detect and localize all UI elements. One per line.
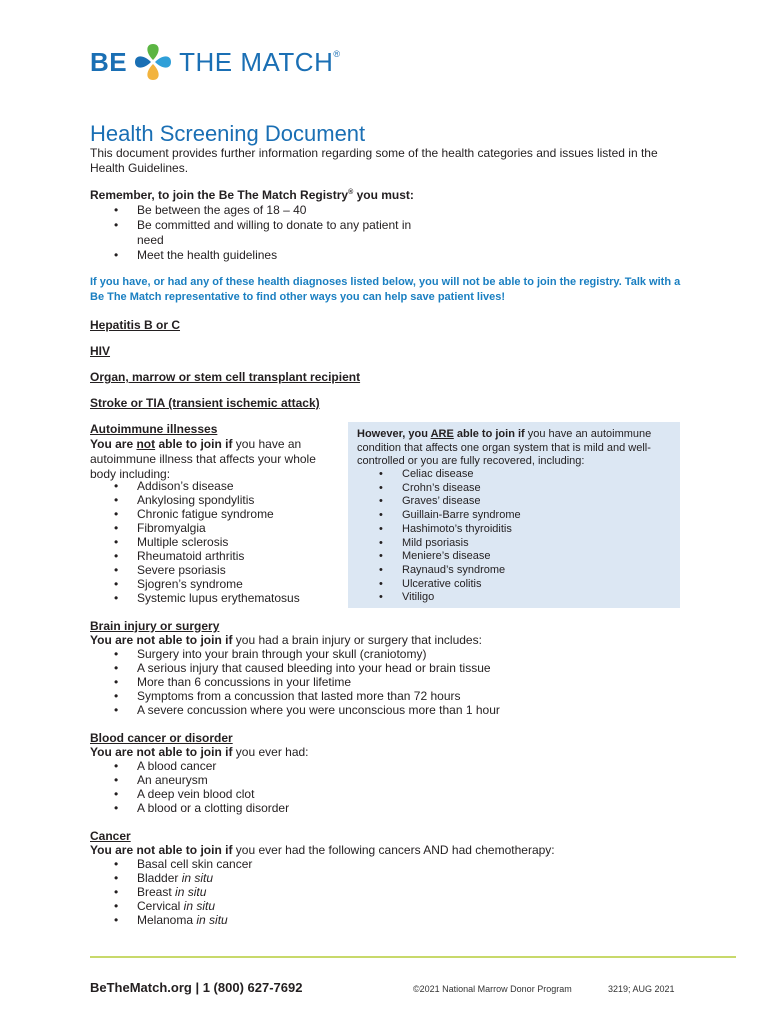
callout-description: However, you ARE able to join if you have an autoimmune condition that affects one organ system that is mild and well-controlled or you are fully recovered, including: [357,428,652,467]
heading-hepatitis: Hepatitis B or C [90,318,181,332]
list-item: • Basal cell skin cancer [92,857,252,871]
list-item: • Celiac disease [357,468,521,482]
list-item: • Sjogren’s syndrome [92,577,300,591]
warning-notice: If you have, or had any of these health diagnoses listed below, you will not be able to join the registry. Talk with a Be The Match representative to find other ways you can help save patient lives! [90,276,681,303]
cancer-description: You are not able to join if you ever had the following cancers AND had chemotherapy: [90,843,555,857]
footer-divider [90,956,736,958]
list-item: • More than 6 concussions in your lifetime [92,675,500,689]
list-item: • Crohn’s disease [357,482,521,496]
list-item: • A blood or a clotting disorder [92,801,289,815]
logo-flower-icon [133,42,173,82]
list-item: • Severe psoriasis [92,563,300,577]
heading-stroke: Stroke or TIA (transient ischemic attack) [90,396,320,410]
logo-the-match-text: THE MATCH [179,46,334,77]
list-item: • Hashimoto’s thyroiditis [357,523,521,537]
list-item: • An aneurysm [92,773,289,787]
logo-be-text: BE [90,46,128,77]
logo-registered-mark: ® [333,49,340,59]
list-item: • A blood cancer [92,759,289,773]
autoimmune-description: You are not able to join if you have an autoimmune illness that affects your whole body including: [90,437,316,481]
heading-cancer: Cancer [90,829,131,843]
list-item: • Meniere’s disease [357,550,521,564]
list-item: • Chronic fatigue syndrome [92,507,300,521]
list-item: • Be committed and willing to donate to any patient in need [92,218,432,248]
be-the-match-logo [90,40,340,84]
list-item: • Surgery into your brain through your skull (craniotomy) [92,647,500,661]
heading-transplant: Organ, marrow or stem cell transplant recipient [90,370,361,384]
footer-contact: BeTheMatch.org | 1 (800) 627-7692 [90,980,303,995]
list-item: • Bladder in situ [92,871,252,885]
list-item: • Cervical in situ [92,899,252,913]
list-item: • Addison’s disease [92,479,300,493]
footer-copyright: ©2021 National Marrow Donor Program [413,984,572,994]
blood-description: You are not able to join if you ever had: [90,745,309,759]
list-item: • Graves’ disease [357,495,521,509]
list-item: • Symptoms from a concussion that lasted more than 72 hours [92,689,500,703]
footer-doc-code: 3219; AUG 2021 [608,984,675,994]
requirements-heading: Remember, to join the Be The Match Registry® you must: [90,188,414,202]
heading-blood: Blood cancer or disorder [90,731,233,745]
heading-brain: Brain injury or surgery [90,619,220,633]
list-item: • Be between the ages of 18 – 40 [92,203,432,218]
list-item: • Ankylosing spondylitis [92,493,300,507]
callout-list [357,468,521,605]
requirements-list [92,203,432,263]
list-item: • Rheumatoid arthritis [92,549,300,563]
list-item: • Breast in situ [92,885,252,899]
page-title: Health Screening Document [90,121,366,146]
cancer-list [92,857,252,927]
blood-list [92,759,289,815]
list-item: • Melanoma in situ [92,913,252,927]
list-item: • Vitiligo [357,591,521,605]
intro-paragraph: This document provides further information regarding some of the health categories and issues listed in the Health Guidelines. [90,146,658,175]
heading-hiv: HIV [90,344,111,358]
list-item: • A severe concussion where you were unconscious more than 1 hour [92,703,500,717]
list-item: • Systemic lupus erythematosus [92,591,300,605]
list-item: • Ulcerative colitis [357,578,521,592]
list-item: • Raynaud’s syndrome [357,564,521,578]
heading-autoimmune: Autoimmune illnesses [90,422,218,436]
autoimmune-list [92,479,300,605]
brain-description: You are not able to join if you had a brain injury or surgery that includes: [90,633,482,647]
list-item: • A serious injury that caused bleeding into your head or brain tissue [92,661,500,675]
brain-list [92,647,500,717]
list-item: • Guillain-Barre syndrome [357,509,521,523]
list-item: • Mild psoriasis [357,537,521,551]
list-item: • Multiple sclerosis [92,535,300,549]
list-item: • Fibromyalgia [92,521,300,535]
list-item: • Meet the health guidelines [92,248,432,263]
list-item: • A deep vein blood clot [92,787,289,801]
